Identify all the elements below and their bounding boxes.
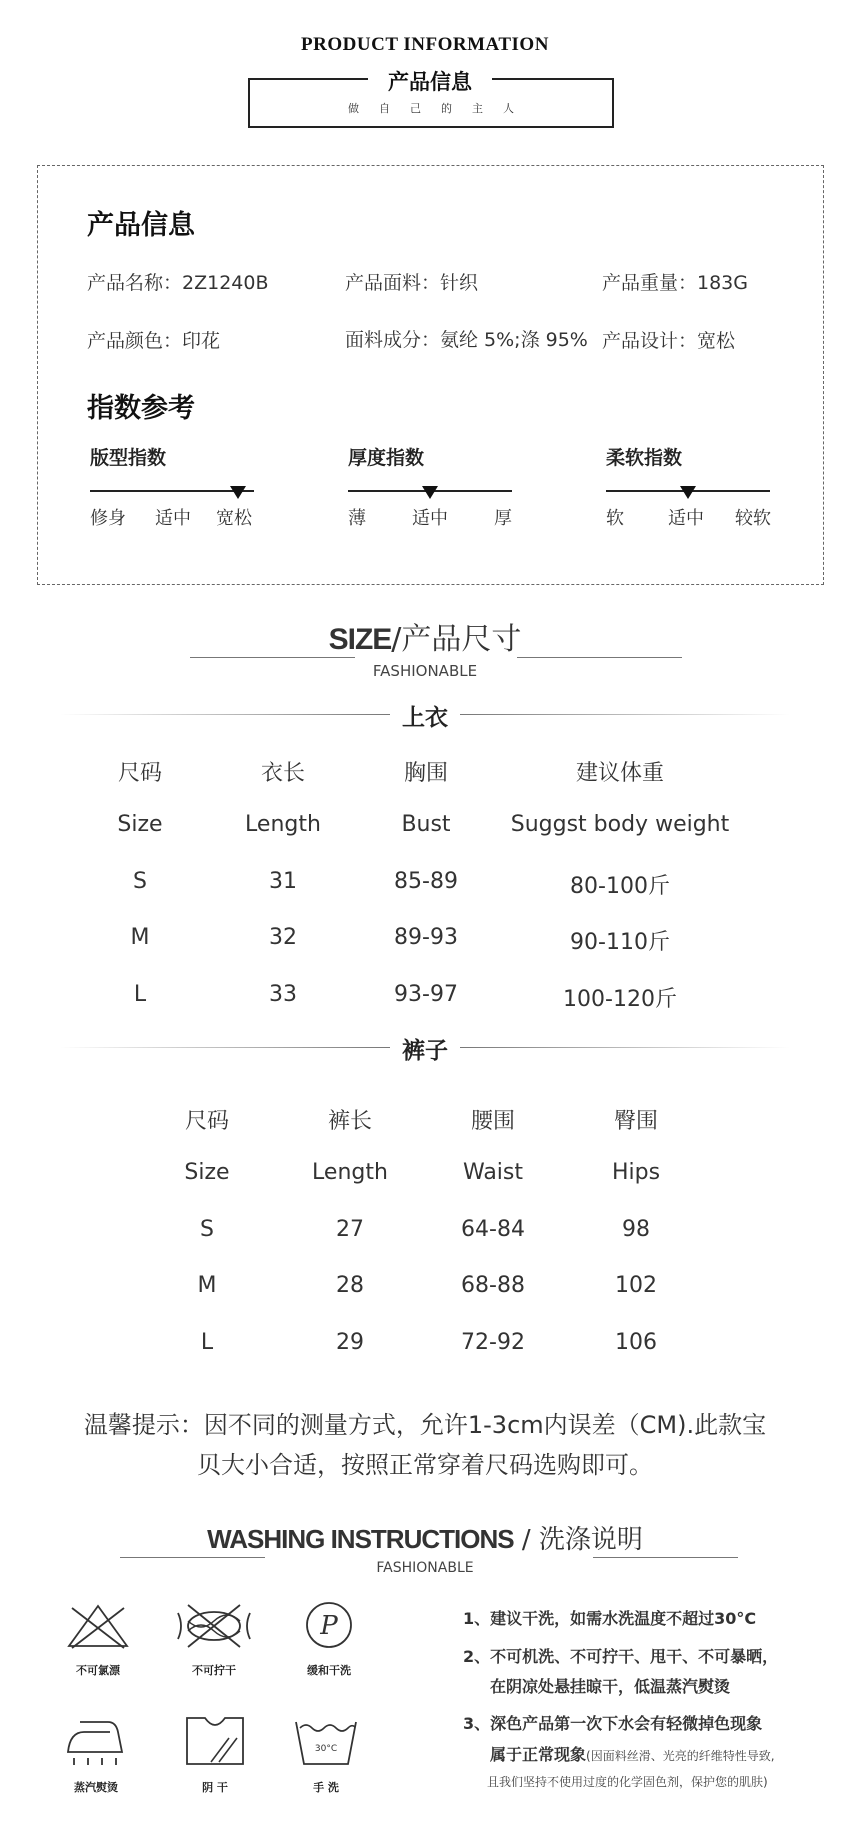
shade-dry-label: 阴 干 [202,1781,228,1794]
top-row-l-size: L [133,982,147,1007]
pants-row-m-size: M [197,1273,217,1298]
top-row-m-bust: 89-93 [394,925,458,950]
header-cn-title: 产品信息 [388,70,472,94]
tip-line-2: 贝大小合适，按照正常穿着尺码选购即可。 [197,1451,653,1479]
size-title-rule-right [517,657,682,658]
thickness-index-marker [422,486,438,499]
top-header-en-size: Size [117,812,163,837]
pants-header-cn-waist: 腰围 [470,1109,515,1134]
pants-row-l-waist: 72-92 [461,1330,525,1355]
shade-dry-icon [185,1716,245,1766]
header-subtitle: 做自己的主人 [348,102,534,115]
header-en-title: PRODUCT INFORMATION [301,34,549,55]
washing-note-2a: 2、不可机洗、不可拧干、甩干、不可暴晒， [463,1647,779,1666]
washing-title-cn: / 洗涤说明 [513,1525,643,1555]
top-row-s-length: 31 [269,869,297,894]
softness-index-marker [680,486,696,499]
pants-row-l-size: L [200,1330,214,1355]
washing-note-3b [490,1742,775,1765]
fit-index-marker [230,486,246,499]
top-section-label: 上衣 [402,705,448,731]
top-row-m-size: M [130,925,150,950]
no-wring-label: 不可拧干 [192,1664,236,1677]
thickness-index-label-right: 厚 [494,508,512,529]
header-frame-top-left [248,78,368,80]
size-title-rule-left [190,657,355,658]
product-color-field: 产品颜色：印花 [87,330,221,352]
softness-index-label-right: 较软 [735,508,771,529]
pants-header-en-waist: Waist [462,1160,524,1185]
product-fabric-field: 产品面料：针织 [345,272,479,294]
pants-row-m-length: 28 [336,1273,364,1298]
washing-title-en: WASHING INSTRUCTIONS [207,1524,514,1554]
size-subtitle: FASHIONABLE [372,662,478,680]
fit-index-label-right: 宽松 [216,508,252,529]
size-title-en: SIZE [328,623,392,656]
no-wring-icon [174,1603,254,1649]
tip-line-1: 温馨提示：因不同的测量方式，允许1-3cm内误差（CM).此款宝 [83,1411,767,1439]
pants-header-cn-hips: 臀围 [613,1109,658,1134]
pants-row-l-length: 29 [336,1330,364,1355]
washing-note-3c: 且我们坚持不使用过度的化学固色剂，保护您的肌肤) [487,1775,768,1789]
pants-header-en-length: Length [312,1160,388,1185]
top-row-m-length: 32 [269,925,297,950]
thickness-index-title: 厚度指数 [348,447,425,469]
top-section-rule-right [460,714,790,715]
pants-row-s-hips: 98 [622,1217,650,1242]
fit-index-label-left: 修身 [90,508,126,529]
washing-note-1: 1、建议干洗，如需水洗温度不超过30°C [463,1609,757,1628]
product-weight-field: 产品重量：183G [602,272,748,294]
gentle-dry-clean-icon [304,1600,354,1650]
pants-section-rule-left [60,1047,390,1048]
pants-row-s-size: S [200,1217,214,1242]
washing-title-rule-right [593,1557,738,1558]
top-header-en-length: Length [245,812,321,837]
pants-header-cn-length: 裤长 [327,1109,372,1134]
softness-index-label-mid: 适中 [668,508,704,529]
pants-row-s-waist: 64-84 [461,1217,525,1242]
top-row-l-length: 33 [269,982,297,1007]
hand-wash-label: 手 洗 [313,1781,339,1794]
pants-header-en-hips: Hips [611,1160,661,1185]
washing-note-3a: 3、深色产品第一次下水会有轻微掉色现象 [463,1714,763,1733]
top-header-cn-length: 衣长 [260,761,305,786]
top-row-m-weight: 90-110斤 [570,930,670,955]
pants-row-m-waist: 68-88 [461,1273,525,1298]
hand-wash-glyph: 30°C [314,1744,338,1754]
washing-title-rule-left [120,1557,265,1558]
steam-iron-label: 蒸汽熨烫 [74,1781,118,1794]
washing-subtitle: FASHIONABLE [376,1560,474,1576]
product-design-field: 产品设计：宽松 [602,330,736,352]
thickness-index-label-mid: 适中 [412,508,448,529]
top-row-s-weight: 80-100斤 [570,874,670,899]
dry-clean-glyph: P [320,1611,338,1641]
washing-note-2b: 在阴凉处悬挂晾干，低温蒸汽熨烫 [490,1677,731,1696]
pants-row-m-hips: 102 [615,1273,657,1298]
pants-section-label: 裤子 [402,1038,448,1064]
top-row-l-bust: 93-97 [394,982,458,1007]
top-header-cn-weight: 建议体重 [575,761,664,786]
gentle-dry-clean-label: 缓和干洗 [307,1664,351,1677]
size-title-cn: /产品尺寸 [391,622,522,657]
index-reference-title: 指数参考 [87,393,195,424]
top-header-en-bust: Bust [401,812,451,837]
softness-index-title: 柔软指数 [606,447,683,469]
fit-index-label-mid: 适中 [155,508,191,529]
top-header-cn-size: 尺码 [117,761,162,786]
pants-row-s-length: 27 [336,1217,364,1242]
no-bleach-icon [66,1603,130,1649]
top-row-s-bust: 85-89 [394,869,458,894]
washing-note-3b-bold: 属于正常现象 [490,1745,587,1764]
top-header-cn-bust: 胸围 [403,761,448,786]
product-name-field: 产品名称：2Z1240B [87,272,269,294]
no-bleach-label: 不可氯漂 [76,1664,120,1677]
top-section-rule-left [60,714,390,715]
pants-header-cn-size: 尺码 [184,1109,229,1134]
header-frame-top-right [492,78,614,80]
hand-wash-icon [293,1714,359,1768]
softness-index-label-left: 软 [606,508,624,529]
top-row-l-weight: 100-120斤 [563,987,677,1012]
steam-iron-icon [64,1718,126,1766]
pants-section-rule-right [460,1047,790,1048]
top-header-en-weight: Suggst body weight [510,812,730,837]
pants-row-l-hips: 106 [615,1330,657,1355]
size-section-title [0,614,850,658]
product-info-title: 产品信息 [87,210,195,241]
washing-title [0,1519,850,1556]
pants-header-en-size: Size [184,1160,230,1185]
washing-note-3b-small: (因面料丝滑、光亮的纤维特性导致, [586,1749,775,1763]
thickness-index-label-left: 薄 [348,508,366,529]
top-row-s-size: S [133,869,147,894]
fit-index-title: 版型指数 [90,447,167,469]
product-composition-field: 面料成分：氨纶 5%;涤 95% [345,329,588,351]
